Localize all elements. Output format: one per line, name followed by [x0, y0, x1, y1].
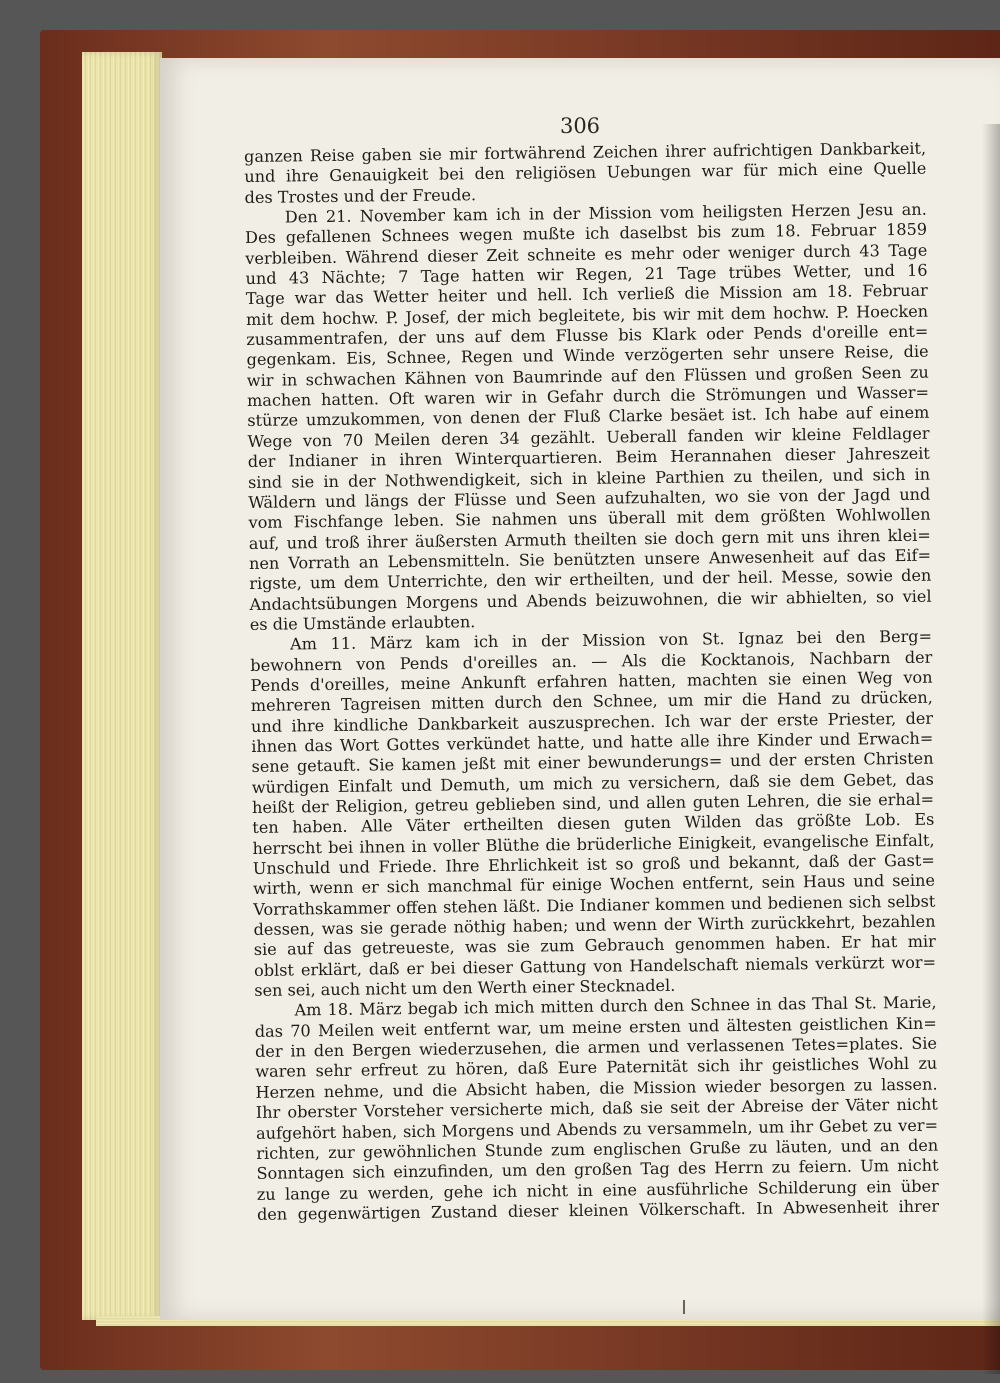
text-line: waren sehr erfreut zu hören, daß Eure Paternität sich ihr geistliches Wohl zu	[255, 1054, 938, 1082]
text-line: herrscht bei ihnen in voller Blüthe die brüderliche Einigkeit, evangelische Einfalt,	[252, 830, 935, 858]
text-line: nen Vorrath an Lebensmitteln. Sie benützten unsere Anwesenheit auf das Eif=	[248, 545, 932, 573]
text-line: Sonntagen sich einzufinden, um den großen Tag des Herrn zu feiern. Um nicht	[256, 1155, 939, 1184]
text-line: stürze umzukommen, von denen der Fluß Clarke besäet ist. Ich habe auf einem	[247, 403, 930, 431]
text-line: ganzen Reise gaben sie mir fortwährend Zeichen ihrer aufrichtigen Dankbarkeit,	[244, 138, 927, 166]
text-line: würdigen Einfalt und Demuth, um mich zu versichern, daß sie dem Gebet, das	[251, 769, 934, 797]
text-line: und ihre kindliche Dankbarkeit auszusprechen. Ich war der erste Priester, der	[250, 708, 934, 736]
text-line: vom Fischfange leben. Sie nahmen uns überall mit dem größten Wohlwollen	[248, 504, 931, 533]
text-line: auf, und troß ihrer äußersten Armuth theilten sie doch gern mit uns ihren klei=	[248, 525, 931, 553]
text-line: ten haben. Alle Väter ertheilten diesen guten Wilden das größte Lob. Es	[252, 809, 935, 838]
text-line: sen sei, auch nicht um den Werth einer Stecknadel.	[254, 975, 676, 1001]
text-line: zusammentrafen, der uns auf dem Flusse bis Klark oder Pends d'oreille ent=	[246, 321, 929, 350]
text-line: wirth, wenn er sich manchmal für einige Wochen entfernt, sein Haus und seine	[252, 870, 936, 899]
text-line: Ihr oberster Vorsteher versicherte mich, daß sie seit der Abreise der Väter nicht	[255, 1094, 938, 1123]
text-line: Wäldern und längs der Flüsse und Seen aufzuhalten, wo sie von der Jagd und	[248, 484, 931, 512]
text-line: zu lange zu werden, gehe ich nicht in eine ausführliche Schilderung ein über	[256, 1176, 939, 1204]
text-line: sene getauft. Sie kamen jeßt mit einer bewunderungs= und der ersten Christen	[251, 748, 934, 777]
text-line: und 43 Nächte; 7 Tage hatten wir Regen, 21 Tage trübes Wetter, und 16	[245, 260, 928, 289]
text-line: und ihre Genauigkeit bei den religiösen Uebungen war für mich eine Quelle	[244, 159, 927, 187]
text-line: gegenkam. Eis, Schnee, Regen und Winde verzögerten sehr unsere Reise, die	[246, 342, 929, 370]
text-line: Des gefallenen Schnees wegen mußte ich daselbst bis zum 18. Februar 1859	[244, 220, 928, 248]
text-line: Andachtsübungen Morgens und Abends beizuwohnen, die wir abhielten, so viel	[249, 586, 932, 614]
text-line: mit dem hochw. P. Josef, der mich begleitete, bis wir mit dem hochw. P. Hoecken	[245, 301, 929, 329]
body-text	[244, 139, 939, 1225]
text-line: Unschuld und Friede. Ihre Ehrlichkeit ist so groß und bekannt, daß der Gast=	[252, 850, 935, 878]
text-line: sie auf das getreueste, was sie zum Gebrauch genommen haben. Er hat mir	[253, 932, 936, 960]
text-line: oblst erklärt, daß er bei dieser Gattung von Handelschaft niemals verkürzt wor=	[253, 952, 937, 980]
text-line: heißt der Religion, getreu geblieben sind, und allen guten Lehren, die sie erhal=	[251, 789, 935, 817]
page-number: 306	[559, 114, 601, 138]
text-line: Den 21. November kam ich in der Mission vom heiligsten Herzen Jesu an.	[284, 199, 927, 227]
text-line: es die Umstände erlaubten.	[249, 612, 476, 634]
text-line: Am 11. März kam ich in der Mission von St. Ignaz bei den Berg=	[289, 626, 933, 654]
text-line: dessen, was sie gerade nöthig haben; und wenn der Wirth zurückkehrt, bezahlen	[253, 911, 936, 940]
text-line: mehreren Tagreisen mitten durch den Schnee, um mir die Hand zu drücken,	[250, 687, 933, 716]
text-line: der Indianer in ihren Winterquartieren. Beim Herannahen dieser Jahreszeit	[247, 443, 930, 472]
text-line: ihnen das Wort Gottes verkündet hatte, und hatte alle ihre Kinder und Erwach=	[251, 728, 934, 756]
text-line: Pends d'oreilles, meine Ankunft erfahren hatten, machten sie einen Weg von	[250, 667, 933, 695]
text-line: verbleiben. Während dieser Zeit schneite es mehr oder weniger durch 43 Tage	[245, 240, 928, 268]
text-line: machen hatten. Oft waren wir in Gefahr durch die Strömungen und Wasser=	[246, 382, 930, 411]
text-line: richten, zur gewöhnlichen Stunde zum englischen Gruße zu läuten, und an den	[256, 1135, 939, 1163]
text-line: bewohnern von Pends d'oreilles an. — Als die Kocktanois, Nachbarn der	[250, 647, 933, 675]
page-shadow	[982, 124, 1000, 1374]
text-line: Wege von 70 Meilen deren 34 gezählt. Ueberall fanden wir kleine Feldlager	[247, 423, 930, 451]
text-line: den gegenwärtigen Zustand dieser kleinen Völkerschaft. In Abwesenheit ihrer	[256, 1196, 940, 1224]
text-line: rigste, um dem Unterrichte, den wir ertheilten, und der heil. Messe, sowie den	[249, 565, 932, 594]
ink-mark	[683, 1300, 685, 1314]
text-line: Herzen nehme, und die Absicht haben, die Mission wieder besorgen zu lassen.	[255, 1074, 938, 1102]
text-line: das 70 Meilen weit entfernt war, um meine ersten und ältesten geistlichen Kin=	[254, 1013, 937, 1041]
text-line: der in den Bergen wiederzusehen, die armen und verlassenen Tetes=plates. Sie	[254, 1033, 938, 1062]
text-line: des Trostes und der Freude.	[244, 184, 477, 207]
text-line: aufgehört haben, sich Morgens und Abends zu versammeln, um ihr Gebet zu ver=	[255, 1115, 939, 1143]
text-line: Am 18. März begab ich mich mitten durch den Schnee in das Thal St. Marie,	[294, 993, 937, 1020]
text-line: Tage war das Wetter heiter und hell. Ich verließ die Mission am 18. Februar	[245, 281, 928, 309]
text-line: Vorrathskammer offen stehen läßt. Die Indianer kommen und bedienen sich selbst	[253, 891, 936, 919]
text-line: wir in schwachen Kähnen von Baumrinde auf den Flüssen und großen Seen zu	[246, 362, 929, 390]
page-block-edge	[82, 52, 162, 1320]
text-line: sind sie in der Nothwendigkeit, sich in kleine Parthien zu theilen, und sich in	[247, 464, 931, 492]
